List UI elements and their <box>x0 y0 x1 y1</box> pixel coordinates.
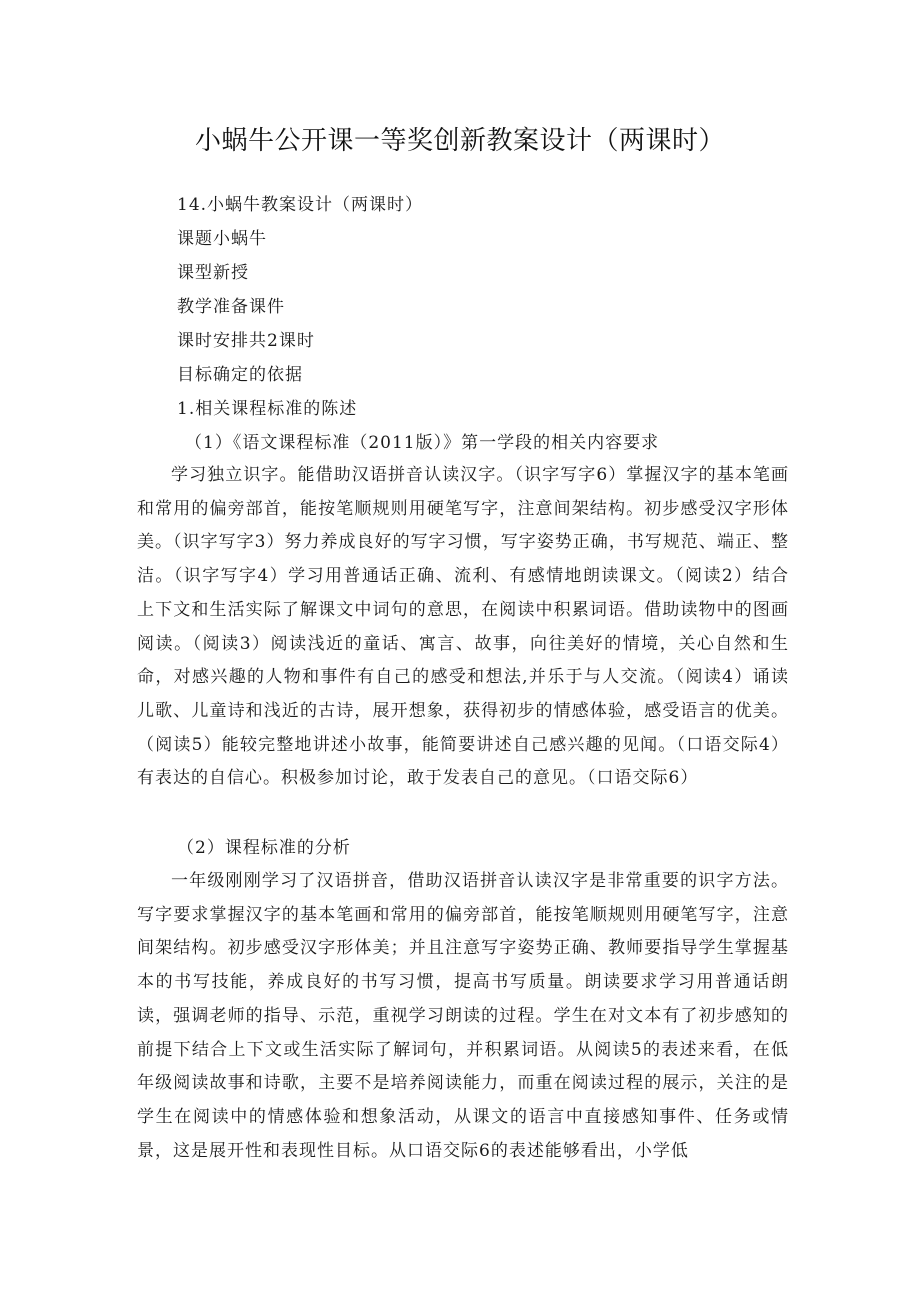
document-title: 小蜗牛公开课一等奖创新教案设计（两课时） <box>194 126 725 156</box>
section-1-heading: （1）《语文课程标准（2011版）》第一学段的相关内容要求 <box>185 433 660 453</box>
lesson-topic: 课题小蜗牛 <box>177 229 267 249</box>
section-2-heading: （2）课程标准的分析 <box>177 838 351 858</box>
goal-basis-heading: 目标确定的依据 <box>177 365 303 385</box>
standards-analysis-paragraph: 一年级刚刚学习了汉语拼音，借助汉语拼音认读汉字是非常重要的识字方法。写字要求掌握汉字的基本笔画和常用的偏旁部首，能按笔顺规则用硬笔写字，注意间架结构。初步感受汉字形体美；并且注意写字姿势正确、教师要指导学生掌握基本的书写技能，养成良好的书写习惯，提高书写质量。朗读要求学习用普通话朗读，强调老师的指导、示范，重视学习朗读的过程。学生在对文本有了初步感知的前提下结合上下文或生活实际了解词句，并积累词语。从阅读5的表述来看，在低年级阅读故事和诗歌，主要不是培养阅读能力，而重在阅读过程的展示，关注的是学生在阅读中的情感体验和想象活动，从课文的语言中直接感知事件、任务或情景，这是展开性和表现性目标。从口语交际6的表述能够看出，小学低 <box>137 871 789 1161</box>
lesson-heading: 14.小蜗牛教案设计（两课时） <box>177 195 424 215</box>
lesson-preparation: 教学准备课件 <box>177 297 285 317</box>
standards-statement-heading: 1.相关课程标准的陈述 <box>177 399 358 419</box>
standards-requirements-paragraph: 学习独立识字。能借助汉语拼音认读汉字。（识字写字6）掌握汉字的基本笔画和常用的偏旁部首，能按笔顺规则用硬笔写字，注意间架结构。初步感受汉字形体美。（识字写字3）努力养成良好的写字习惯，写字姿势正确，书写规范、端正、整洁。（识字写字4）学习用普通话正确、流利、有感情地朗读课文。（阅读2）结合上下文和生活实际了解课文中词句的意思，在阅读中积累词语。借助读物中的图画阅读。（阅读3）阅读浅近的童话、寓言、故事，向往美好的情境，关心自然和生命，对感兴趣的人物和事件有自己的感受和想法,并乐于与人交流。（阅读4）诵读儿歌、儿童诗和浅近的古诗，展开想象，获得初步的情感体验，感受语言的优美。（阅读5）能较完整地讲述小故事，能简要讲述自己感兴趣的见闻。（口语交际4）有表达的自信心。积极参加讨论，敢于发表自己的意见。（口语交际6） <box>137 465 789 789</box>
lesson-schedule: 课时安排共2课时 <box>177 331 315 351</box>
lesson-type: 课型新授 <box>177 263 249 283</box>
